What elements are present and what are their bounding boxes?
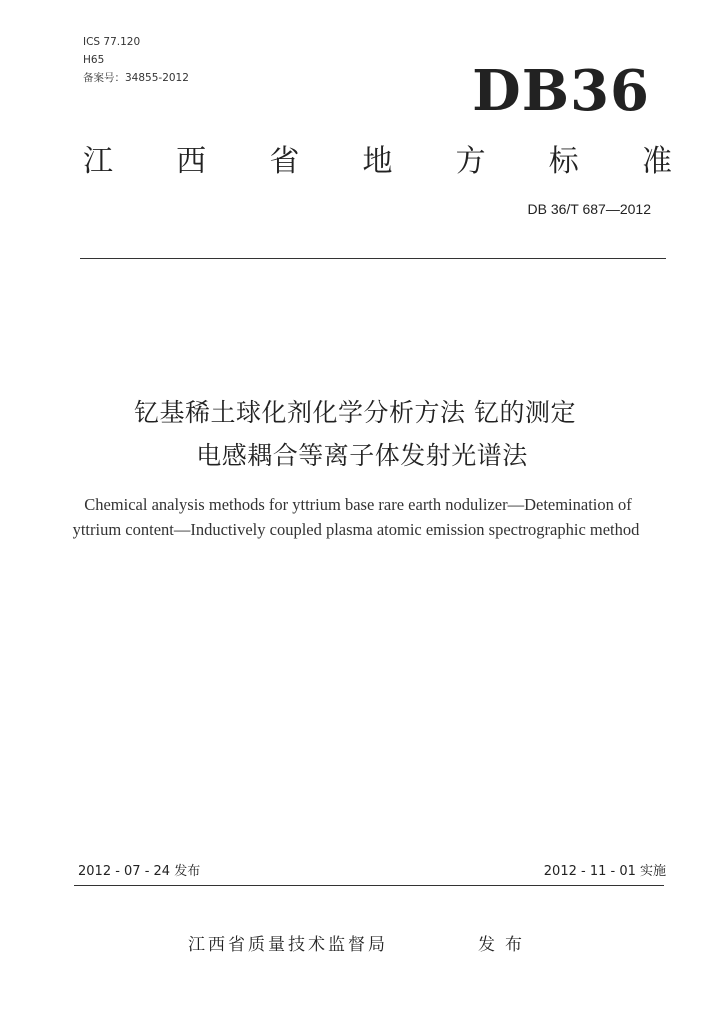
standard-number: DB 36/T 687—2012 — [527, 201, 651, 217]
standard-title-char: 地 — [362, 144, 393, 179]
ics-code: ICS 77.120 — [83, 36, 141, 48]
standard-title-char: 江 — [83, 144, 113, 179]
footer-divider — [74, 885, 664, 886]
record-number: 备案号：34855-2012 — [83, 72, 189, 84]
chinese-title-line-1: 钇基稀土球化剂化学分析方法 钇的测定 — [134, 398, 576, 427]
standard-title-char: 标 — [548, 144, 579, 179]
publisher-name: 江西省质量技术监督局 — [188, 935, 388, 955]
standard-type-title — [83, 136, 672, 180]
standard-title-char: 方 — [455, 144, 486, 179]
english-title-line-1: Chemical analysis methods for yttrium base rare earth nodulizer—Detemination of — [84, 495, 632, 514]
english-title-line-2: yttrium content—Inductively coupled plasma atomic emission spectrographic method — [72, 520, 640, 539]
implementation-date: 2012 - 11 - 01 实施 — [543, 864, 666, 879]
header-divider — [80, 258, 666, 259]
ccs-code: H65 — [83, 54, 105, 66]
standard-title-char: 准 — [641, 144, 672, 179]
db36-logo: DB36 — [472, 58, 650, 124]
chinese-title-line-2: 电感耦合等离子体发射光谱法 — [196, 441, 528, 470]
standard-title-char: 西 — [176, 144, 207, 179]
standard-title-char: 省 — [269, 144, 300, 179]
publish-label: 发布 — [478, 935, 532, 955]
issue-date: 2012 - 07 - 24 发布 — [78, 864, 201, 879]
